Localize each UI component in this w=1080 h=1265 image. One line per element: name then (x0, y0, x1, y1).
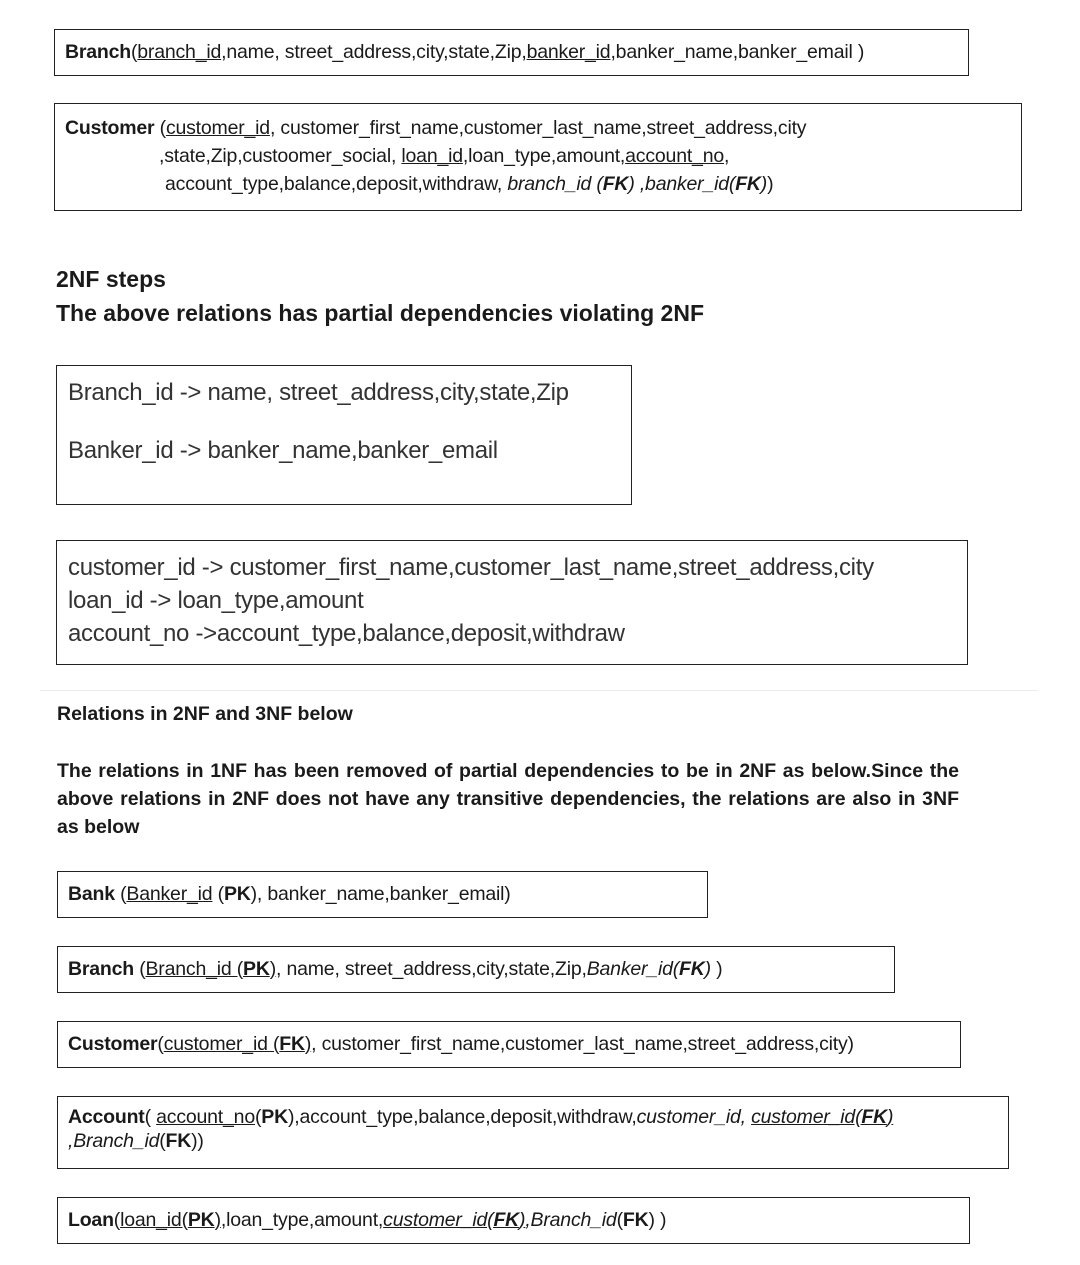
bank-attributes: ), banker_name,banker_email) (250, 883, 511, 905)
branch-relation-name: Branch (65, 41, 131, 63)
loan-relation-box (57, 1197, 970, 1244)
paren: ( (144, 1106, 157, 1128)
section-divider (40, 690, 1038, 691)
account-relation-line-2 (68, 1129, 998, 1153)
fk-label: FK (165, 1130, 192, 1152)
paren: ) (710, 958, 723, 980)
customer-relation-name: Customer (65, 117, 155, 139)
branch-3nf-relation-box (57, 946, 895, 993)
paren: ( (616, 1209, 623, 1231)
customer-3nf-relation-name: Customer (68, 1033, 158, 1055)
customer-attributes-3: ,loan_type,amount, (462, 145, 626, 167)
key-text: loan_id( (120, 1209, 188, 1231)
fk-label: FK (493, 1209, 520, 1231)
bank-relation-name: Bank (68, 883, 115, 905)
branch-id-key: branch_id (137, 41, 222, 63)
branch-id-foreign-key: branch_id (507, 173, 592, 195)
account-relation-box (57, 1096, 1009, 1169)
customer-3nf-relation-box (57, 1021, 961, 1068)
fk-label: FK (679, 958, 705, 980)
branch-id-foreign-key: ,Branch_id (525, 1209, 617, 1231)
paren: ( (113, 1209, 121, 1231)
paren: )) (191, 1130, 204, 1152)
paren: ( (130, 41, 138, 63)
paren: ) (519, 1209, 526, 1231)
fk-label: FK (602, 173, 629, 195)
account-attributes: ),account_type,balance,deposit,withdraw, (287, 1106, 637, 1128)
customer-id-attribute: customer_id, (636, 1106, 752, 1128)
pk-label: PK (187, 1209, 215, 1231)
pk-label: PK (243, 958, 270, 980)
dependency-line: Banker_id -> banker_name,banker_email (68, 437, 498, 464)
dependency-box-customer (56, 540, 968, 665)
banker-id-foreign-key: Banker_id( (586, 958, 680, 980)
fk-label: FK (735, 173, 761, 195)
dependency-line: loan_id -> loan_type,amount (68, 587, 364, 614)
branch-id-foreign-key: ,Branch_id (68, 1130, 160, 1152)
pk-label: PK (261, 1106, 288, 1128)
customer-relation-line-2 (65, 142, 1011, 170)
fk-label: FK (279, 1033, 305, 1055)
customer-relation-line-3 (65, 170, 1011, 198)
customer-id-foreign-key (383, 1209, 525, 1231)
branch-3nf-relation-name: Branch (68, 958, 134, 980)
key-text: Branch_id ( (145, 958, 244, 980)
paren: ) (760, 173, 768, 195)
dependency-line: customer_id -> customer_first_name,customer_last_name,street_address,city (68, 554, 874, 581)
bank-relation-box (57, 871, 708, 918)
paren: ) (704, 958, 711, 980)
steps-title: 2NF steps (56, 266, 166, 292)
pk-label: PK (223, 883, 251, 905)
section-paragraph: The relations in 1NF has been removed of partial dependencies to be in 2NF as below.Since the above relations in 2NF does not have any transitive dependencies, the relations are also in 3NF as below (57, 760, 959, 838)
customer-relation-line-1 (65, 114, 1011, 142)
paren: ( (591, 173, 603, 195)
banker-id-foreign-key: banker_id( (645, 173, 736, 195)
loan-id-primary-key (120, 1209, 221, 1231)
account-no-key: account_no (625, 145, 724, 167)
fk-label: FK (861, 1106, 887, 1128)
key-text: customer_id ( (163, 1033, 280, 1055)
fk-label: FK (622, 1209, 649, 1231)
dependency-line: account_no ->account_type,balance,deposit,withdraw (68, 620, 625, 647)
branch-attributes: ,name, street_address,city,state,Zip, (221, 41, 527, 63)
dependency-box-branch-banker (56, 365, 632, 505)
paren: ( (212, 883, 224, 905)
paren: ) (214, 1209, 221, 1231)
paren: ( (159, 1130, 166, 1152)
dependency-line: Branch_id -> name, street_address,city,state,Zip (68, 379, 569, 406)
paren: ( (154, 117, 166, 139)
paren: ) ) (648, 1209, 667, 1231)
customer-3nf-attributes: , customer_first_name,customer_last_name,street_address,city) (311, 1033, 854, 1055)
customer-attributes-1: , customer_first_name,customer_last_name,street_address,city (269, 117, 807, 139)
key-text: customer_id( (751, 1106, 862, 1128)
customer-id-key: customer_id (165, 117, 270, 139)
paren: ) (269, 958, 277, 980)
loan-relation-name: Loan (68, 1209, 114, 1231)
customer-relation-box (54, 103, 1022, 211)
customer-attributes-2: ,state,Zip,custoomer_social, (159, 145, 402, 167)
steps-subtitle: The above relations has partial dependencies violating 2NF (56, 300, 705, 326)
account-relation-line-1 (68, 1105, 998, 1129)
branch-relation-box (54, 29, 969, 76)
customer-attributes-4: account_type,balance,deposit,withdraw, (165, 173, 508, 195)
section-title: Relations in 2NF and 3NF below (57, 703, 353, 725)
loan-id-key: loan_id (401, 145, 463, 167)
banker-id-primary-key: Banker_id (126, 883, 213, 905)
paren: ) (628, 173, 635, 195)
paren: ( (114, 883, 127, 905)
paren: ( (254, 1106, 262, 1128)
separator: , (634, 173, 646, 195)
paren: ) (767, 173, 774, 195)
customer-id-key (164, 1033, 311, 1055)
branch-id-primary-key (146, 958, 277, 980)
banker-id-key: banker_id (526, 41, 611, 63)
paren: ( (157, 1033, 164, 1055)
paren: ( (133, 958, 146, 980)
paren: ) (304, 1033, 312, 1055)
branch-3nf-attributes: , name, street_address,city,state,Zip, (276, 958, 587, 980)
branch-banker-attributes: ,banker_name,banker_email ) (610, 41, 865, 63)
key-text: customer_id( (383, 1209, 494, 1231)
paren: ) (886, 1106, 894, 1128)
customer-id-foreign-key (751, 1106, 893, 1128)
account-relation-name: Account (68, 1106, 145, 1128)
loan-attributes: ,loan_type,amount, (220, 1209, 384, 1231)
account-no-primary-key: account_no (156, 1106, 255, 1128)
comma: , (724, 145, 730, 167)
